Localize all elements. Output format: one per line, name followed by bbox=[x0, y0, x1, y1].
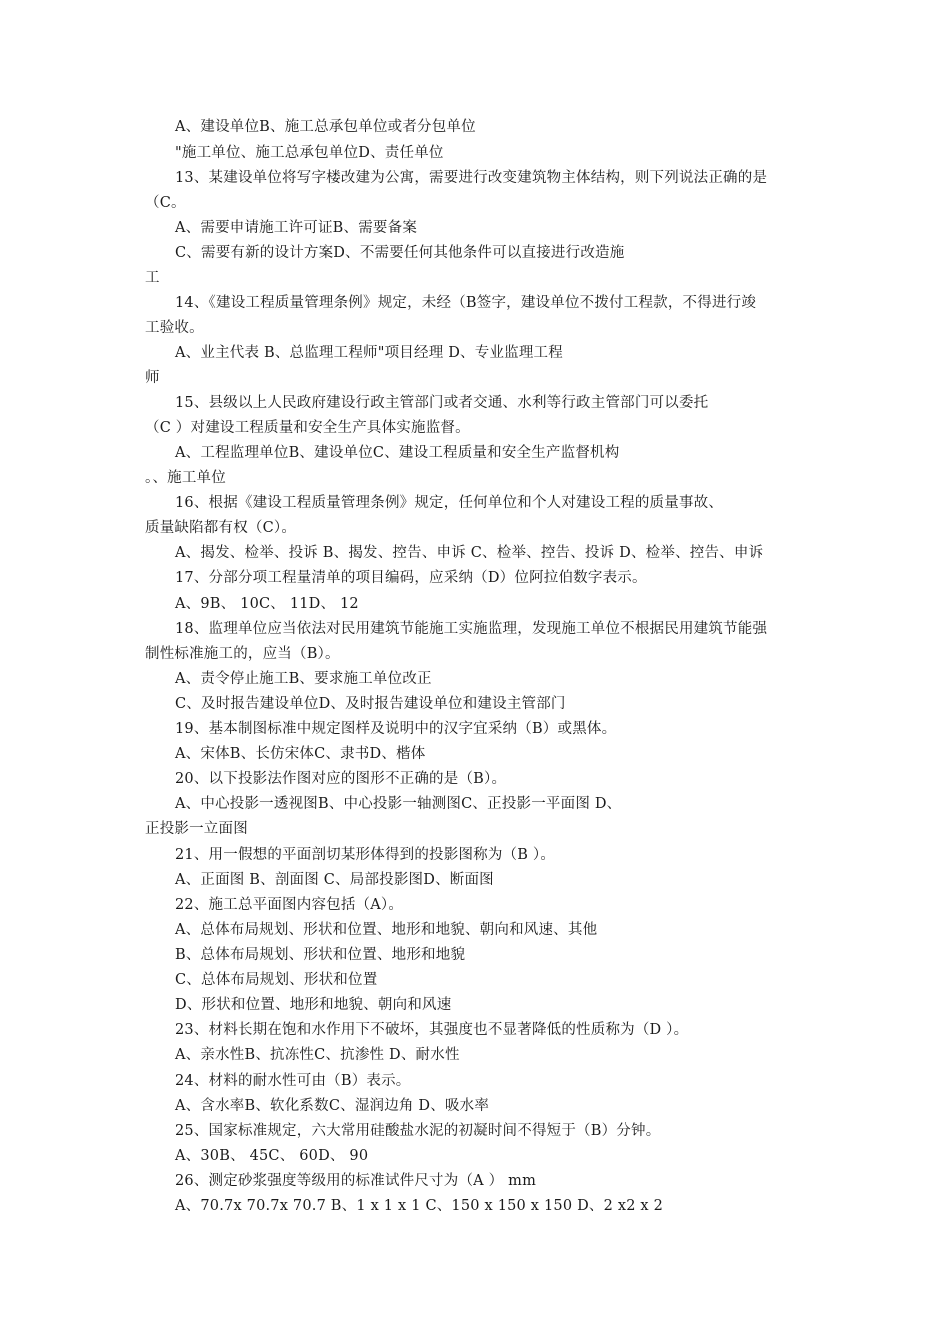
text-line: A、中心投影一透视图B、中心投影一轴测图C、正投影一平面图 D、 bbox=[175, 796, 622, 812]
text-line: A、宋体B、长仿宋体C、隶书D、楷体 bbox=[175, 746, 426, 762]
text-line: 22、施工总平面图内容包括（A）。 bbox=[175, 897, 404, 913]
text-line: （C。 bbox=[145, 195, 186, 211]
text-line: A、含水率B、软化系数C、湿润边角 D、吸水率 bbox=[175, 1098, 490, 1114]
text-line: C、需要有新的设计方案D、不需要任何其他条件可以直接进行改造施 bbox=[175, 245, 625, 261]
text-line: 17、分部分项工程量清单的项目编码，应采纳（D）位阿拉伯数字表示。 bbox=[175, 570, 647, 586]
text-line: C、总体布局规划、形状和位置 bbox=[175, 972, 378, 988]
text-line: A、工程监理单位B、建设单位C、建设工程质量和安全生产监督机构 bbox=[175, 445, 620, 461]
text-line: 13、某建设单位将写字楼改建为公寓，需要进行改变建筑物主体结构，则下列说法正确的是 bbox=[175, 170, 768, 186]
text-line: A、总体布局规划、形状和位置、地形和地貌、朝向和风速、其他 bbox=[175, 922, 598, 938]
text-line: C、及时报告建设单位D、及时报告建设单位和建设主管部门 bbox=[175, 696, 566, 712]
text-line: B、总体布局规划、形状和位置、地形和地貌 bbox=[175, 947, 466, 963]
text-line: （C ）对建设工程质量和安全生产具体实施监督。 bbox=[145, 420, 470, 436]
text-line: A、责令停止施工B、要求施工单位改正 bbox=[175, 671, 432, 687]
text-line: A、正面图 B、剖面图 C、局部投影图D、断面图 bbox=[175, 872, 494, 888]
text-line: 24、材料的耐水性可由（B）表示。 bbox=[175, 1073, 411, 1089]
text-line: 正投影一立面图 bbox=[145, 821, 248, 837]
text-line: A、9B、 10C、 11D、 12 bbox=[175, 596, 359, 612]
text-line: 。、施工单位 bbox=[145, 470, 226, 486]
text-line: A、30B、 45C、 60D、 90 bbox=[175, 1148, 369, 1164]
text-line: 26、测定砂浆强度等级用的标准试件尺寸为（A ） mm bbox=[175, 1173, 537, 1189]
text-line: A、70.7x 70.7x 70.7 B、1 x 1 x 1 C、150 x 150 x 150 D、2 x2 x 2 bbox=[175, 1198, 664, 1214]
text-line: 20、以下投影法作图对应的图形不正确的是（B）。 bbox=[175, 771, 507, 787]
text-line: A、业主代表 B、总监理工程师"项目经理 D、专业监理工程 bbox=[175, 345, 563, 361]
text-line: 16、根据《建设工程质量管理条例》规定，任何单位和个人对建设工程的质量事故、 bbox=[175, 495, 724, 511]
text-line: 23、材料长期在饱和水作用下不破坏，其强度也不显著降低的性质称为（D ）。 bbox=[175, 1022, 689, 1038]
text-line: A、亲水性B、抗冻性C、抗渗性 D、耐水性 bbox=[175, 1047, 460, 1063]
text-line: 师 bbox=[145, 370, 160, 386]
text-line: 21、用一假想的平面剖切某形体得到的投影图称为（B ）。 bbox=[175, 847, 556, 863]
text-line: A、需要申请施工许可证B、需要备案 bbox=[175, 220, 418, 236]
text-line: D、形状和位置、地形和地貌、朝向和风速 bbox=[175, 997, 452, 1013]
text-line: 19、基本制图标准中规定图样及说明中的汉字宜采纳（B）或黑体。 bbox=[175, 721, 617, 737]
text-line: 25、国家标准规定，六大常用硅酸盐水泥的初凝时间不得短于（B）分钟。 bbox=[175, 1123, 661, 1139]
text-line: A、建设单位B、施工总承包单位或者分包单位 bbox=[175, 119, 476, 135]
text-line: 14、《建设工程质量管理条例》规定，未经（B签字，建设单位不拨付工程款，不得进行竣 bbox=[175, 295, 757, 311]
text-line: 18、监理单位应当依法对民用建筑节能施工实施监理，发现施工单位不根据民用建筑节能强 bbox=[175, 621, 768, 637]
text-line: 制性标准施工的，应当（B）。 bbox=[145, 646, 340, 662]
text-line: "施工单位、施工总承包单位D、责任单位 bbox=[175, 145, 444, 161]
text-line: 工验收。 bbox=[145, 320, 204, 336]
text-line: A、揭发、检举、投诉 B、揭发、控告、申诉 C、检举、控告、投诉 D、检举、控告、申诉 bbox=[175, 545, 764, 561]
text-line: 质量缺陷都有权（C）。 bbox=[145, 520, 297, 536]
text-line: 工 bbox=[145, 270, 160, 286]
text-line: 15、县级以上人民政府建设行政主管部门或者交通、水利等行政主管部门可以委托 bbox=[175, 395, 709, 411]
